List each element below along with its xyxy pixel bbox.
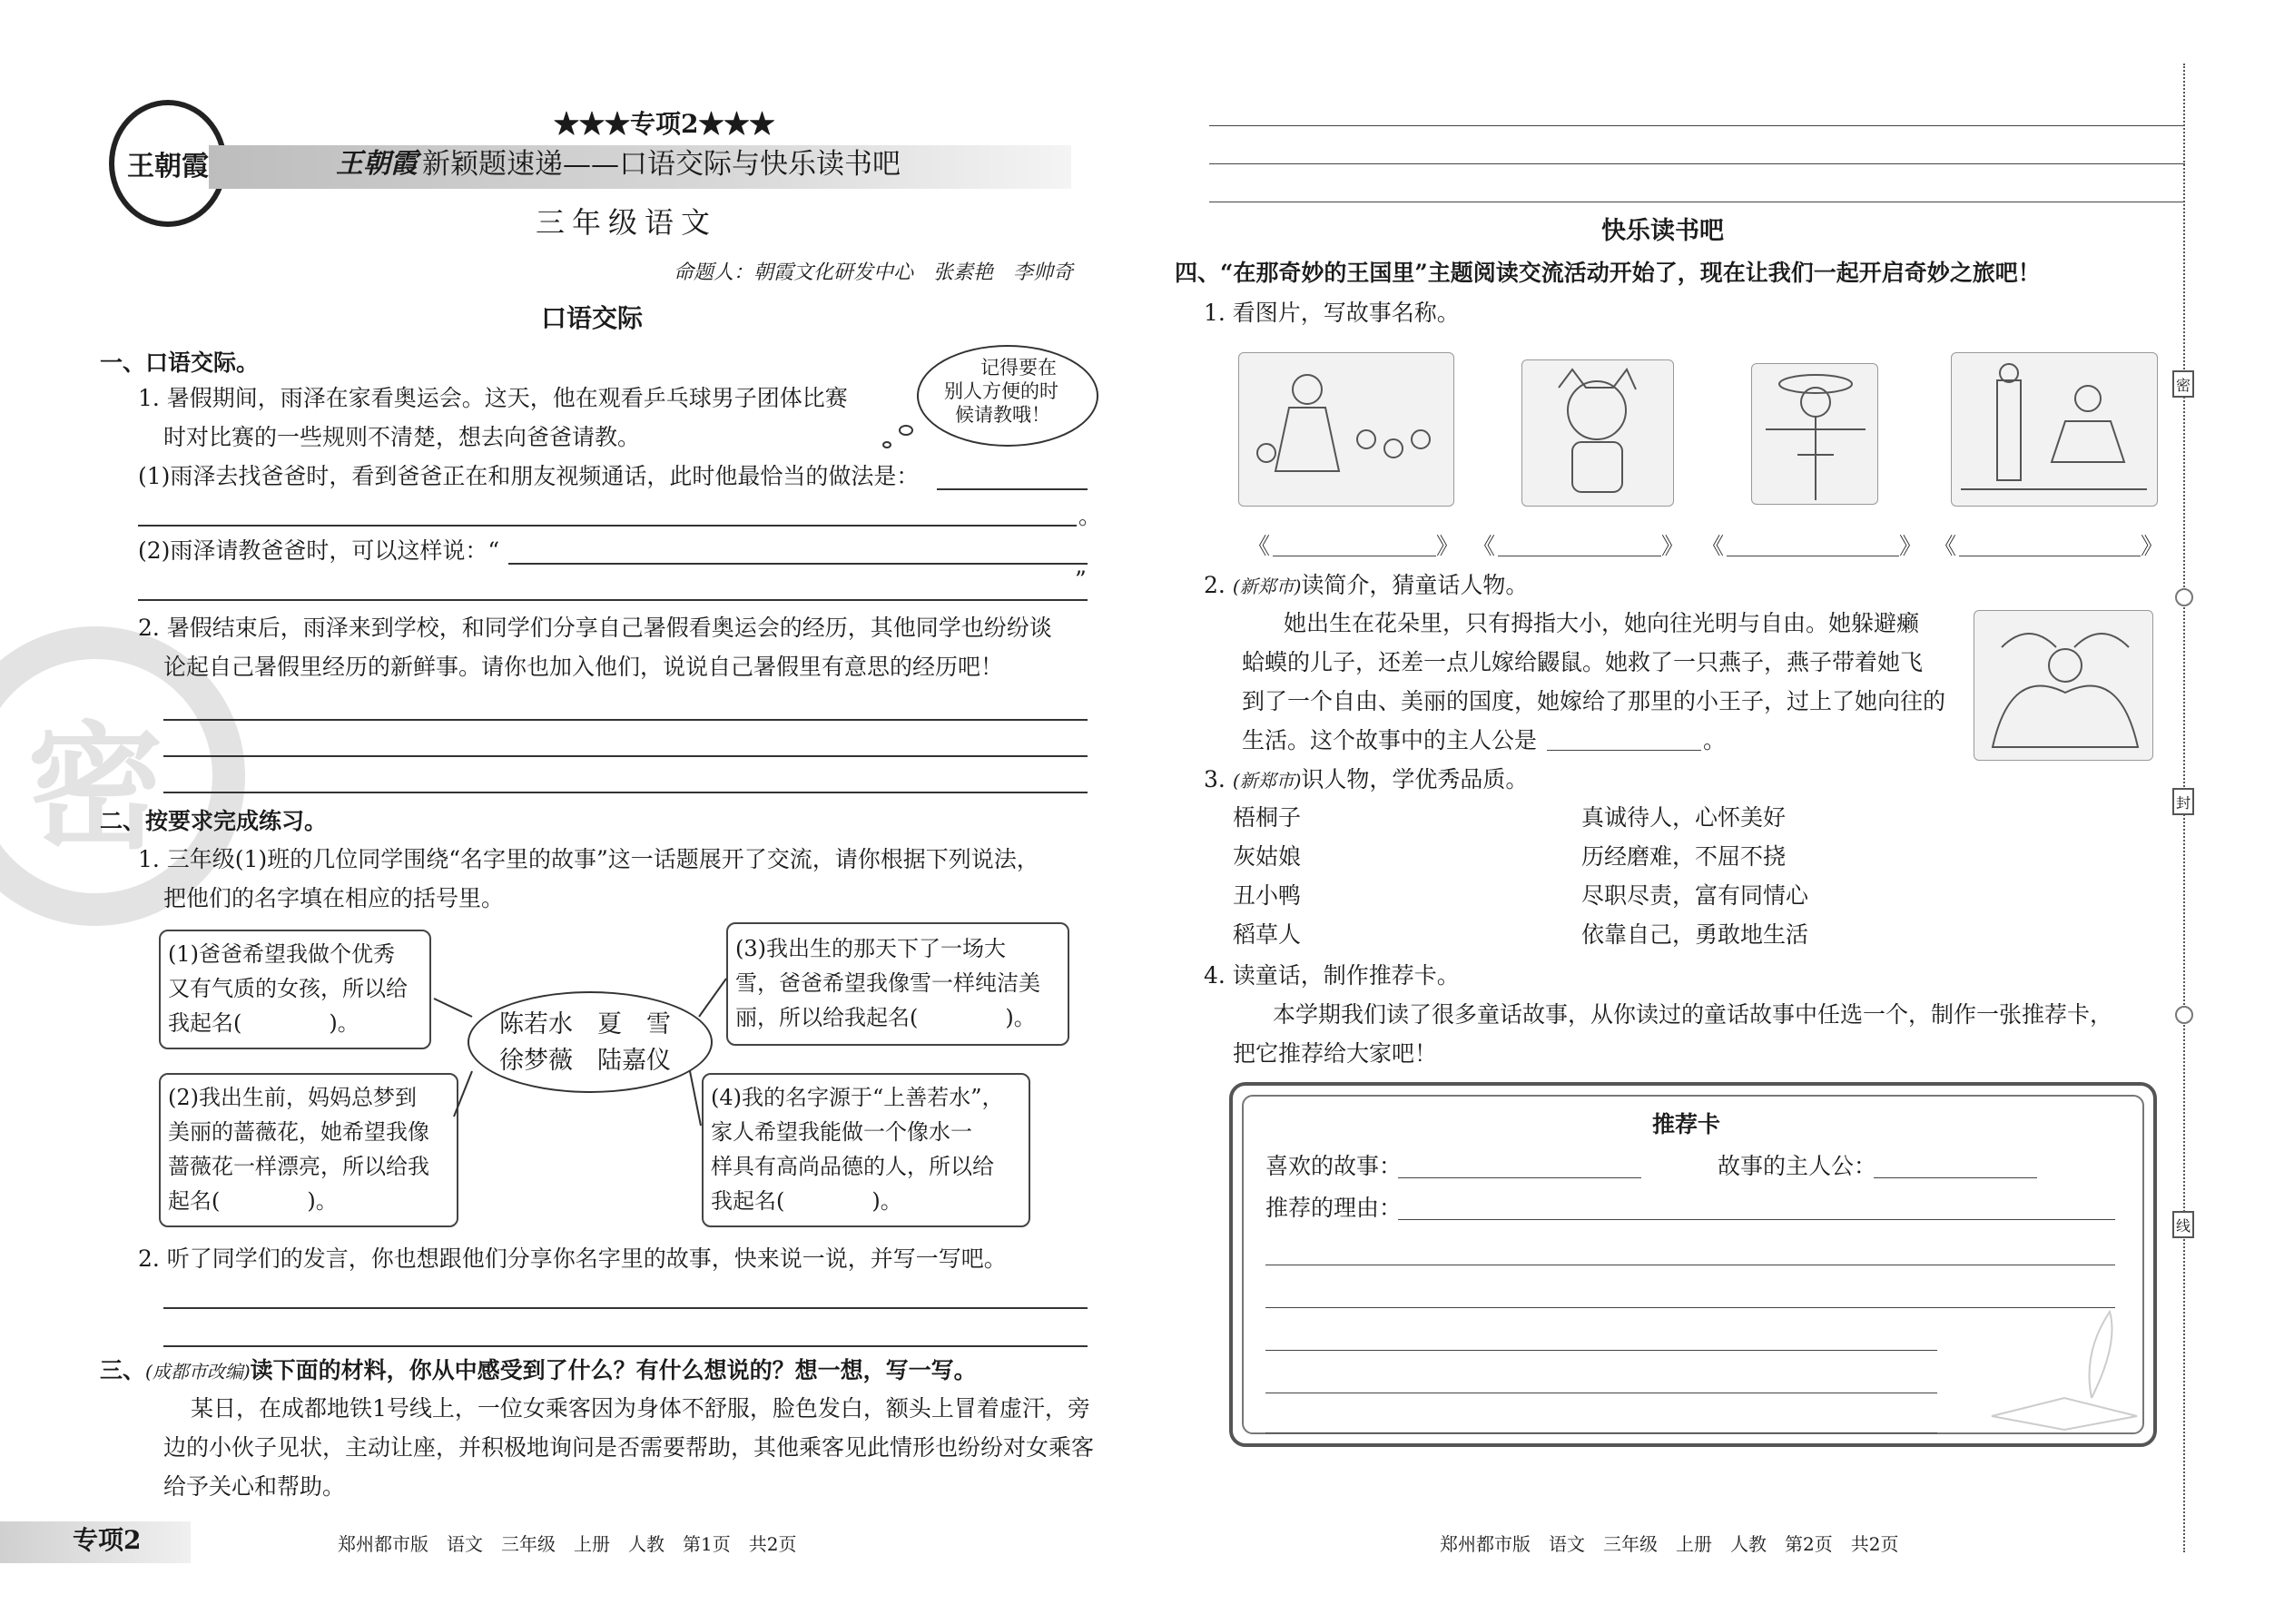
q4-2-para-line1: 她出生在花朵里，只有拇指大小，她向往光明与自由。她躲避癞 [1284, 610, 1920, 636]
quality-item[interactable]: 历经磨难，不屈不挠 [1581, 843, 1787, 870]
character-item[interactable]: 稻草人 [1233, 921, 1302, 948]
quality-item[interactable]: 真诚待人，心怀美好 [1581, 804, 1787, 831]
q4-heading: 四、“在那奇妙的王国里”主题阅读交流活动开始了，现在让我们一起开启奇妙之旅吧！ [1175, 260, 2041, 286]
card-reason-label: 推荐的理由： [1265, 1195, 1403, 1221]
bubble-text-2: 别人方便的时 [944, 380, 1058, 402]
q3-material-line2: 边的小伙子见状，主动让座，并积极地询问是否需要帮助，其他乘客见此情形也纷纷对女乘客 [163, 1434, 1095, 1461]
seal-mark-feng: 封 [2172, 788, 2194, 815]
q4-2-heading [1204, 570, 1528, 602]
box-4-line: 家人希望我能做一个像水一 [711, 1119, 972, 1145]
flower-girl-icon [1974, 611, 2154, 762]
quality-item[interactable]: 依靠自己，勇敢地生活 [1581, 921, 1809, 948]
arrow-to-box-3 [699, 979, 726, 1017]
puss-in-boots-picture [1521, 359, 1674, 507]
cat-icon [1522, 360, 1675, 507]
quality-item[interactable]: 尽职尽责，富有同情心 [1581, 882, 1809, 909]
reason-line[interactable] [1398, 1219, 2115, 1220]
bracket-open: 《 [1934, 533, 1957, 559]
q4-2-prefix: 2. [1204, 572, 1233, 598]
brand-name: 王朝霞 [336, 148, 418, 180]
bracket-close: 》 [1899, 533, 1923, 559]
seal-mark-mi: 密 [2172, 370, 2194, 398]
q3-source: (成都市改编) [145, 1361, 251, 1383]
protagonist-field[interactable] [1874, 1177, 2037, 1178]
q1-1-text-line1: 1. 暑假期间，雨泽在家看奥运会。这天，他在观看乒乓球男子团体比赛 [138, 385, 848, 411]
protagonist-blank[interactable] [1547, 750, 1701, 751]
q1-2-text-line2: 论起自己暑假里经历的新鲜事。请你也加入他们，说说自己暑假里有意思的经历吧！ [163, 654, 1004, 680]
card-hero-label: 故事的主人公： [1718, 1153, 1877, 1179]
card-fav-label: 喜欢的故事： [1265, 1153, 1403, 1179]
arrow-to-box-2 [454, 1071, 472, 1117]
cloud-names-line2: 徐梦薇 陆嘉仪 [499, 1047, 671, 1075]
q4-2-period: 。 [1703, 727, 1727, 753]
snow-white-icon [1239, 353, 1455, 507]
footer-page-2: 郑州都市版 语文 三年级 上册 人教 第2页 共2页 [1440, 1533, 1899, 1555]
box-2-line: 起名( )。 [168, 1188, 338, 1214]
q4-3-text: 识人物，学优秀品质。 [1301, 766, 1529, 792]
q3-prefix: 三、 [100, 1357, 146, 1383]
footer-page-1: 郑州都市版 语文 三年级 上册 人教 第1页 共2页 [338, 1533, 797, 1555]
character-item[interactable]: 灰姑娘 [1233, 843, 1302, 870]
q4-3-source: (新郑市) [1232, 770, 1302, 792]
box-3-line: (3)我出生的那天下了一场大 [735, 936, 1006, 961]
box-4-line: 我起名( )。 [711, 1188, 902, 1214]
character-item[interactable]: 梧桐子 [1233, 804, 1302, 831]
arrow-to-box-4 [690, 1071, 701, 1126]
cloud-names-line1: 陈若水 夏 雪 [499, 1010, 671, 1038]
box-1-line: 我起名( )。 [168, 1010, 359, 1036]
q1-1-b-end: ” [1075, 566, 1087, 593]
binding-hole-icon [2175, 588, 2193, 606]
answer-line[interactable] [163, 1345, 1088, 1347]
q2-heading: 二、按要求完成练习。 [100, 808, 328, 834]
q3-heading [100, 1355, 977, 1387]
bracket-open: 《 [1701, 533, 1725, 559]
section-read-title: 快乐读书吧 [1601, 217, 1724, 245]
box-1-line: (1)爸爸希望我做个优秀 [168, 941, 395, 967]
book-feather-decoration-icon [1983, 1307, 2146, 1434]
box-2-line: (2)我出生前，妈妈总梦到 [168, 1085, 417, 1110]
favorite-story-field[interactable] [1398, 1177, 1641, 1178]
page-title: 新颖题速递——口语交际与快乐读书吧 [422, 148, 901, 181]
character-item[interactable]: 丑小鸭 [1233, 882, 1302, 909]
snow-white-dwarfs-picture [1238, 352, 1454, 507]
q4-1-text: 1. 看图片，写故事名称。 [1204, 300, 1460, 326]
q4-2-para-line4: 生活。这个故事中的主人公是 [1242, 727, 1538, 753]
q3-text: 读下面的材料，你从中感受到了什么？有什么想说的？想一想，写一写。 [250, 1357, 977, 1383]
box-2-line: 美丽的蔷薇花，她希望我像 [168, 1119, 429, 1145]
bracket-close: 》 [1436, 533, 1460, 559]
series-label: ★★★专项2★★★ [554, 109, 775, 139]
q1-1-a-end: 。 [1078, 503, 1102, 529]
answer-line[interactable] [1209, 125, 2185, 126]
q4-3-heading [1204, 764, 1528, 796]
q4-2-para-line2: 蛤蟆的儿子，还差一点儿嫁给鼹鼠。她救了一只燕子，燕子带着她飞 [1242, 649, 1924, 675]
right-page [1147, 0, 2294, 1624]
brand-seal-logo: 王朝霞 [109, 100, 227, 227]
box-3-line: 丽，所以给我起名( )。 [735, 1005, 1036, 1030]
q4-4-para-line1: 本学期我们读了很多童话故事，从你读过的童话故事中任选一个，制作一张推荐卡， [1273, 1001, 2113, 1028]
q4-2-source: (新郑市) [1232, 576, 1302, 597]
authors: 命题人：朝霞文化研发中心 张素艳 李帅奇 [674, 261, 1074, 284]
q4-2-para-line3: 到了一个自由、美丽的国度，她嫁给了那里的小王子，过上了她向往的 [1242, 688, 1946, 714]
footer-tag: 专项2 [73, 1525, 142, 1555]
box-1-line: 又有气质的女孩，所以给 [168, 976, 408, 1001]
q2-1-text-line2: 把他们的名字填在相应的括号里。 [163, 885, 505, 911]
subject-title: 三年级语文 [536, 205, 718, 240]
binding-hole-icon [2175, 1006, 2193, 1024]
q1-1-text-line2: 时对比赛的一些规则不清楚，想去向爸爸请教。 [163, 424, 641, 450]
q2-2-text: 2. 听了同学们的发言，你也想跟他们分享你名字里的故事，快来说一说，并写一写吧。 [138, 1245, 1007, 1272]
box-3-line: 雪，爸爸希望我像雪一样纯洁美 [735, 970, 1040, 996]
bracket-open: 《 [1472, 533, 1496, 559]
q2-1-text-line1: 1. 三年级(1)班的几位同学围绕“名字里的故事”这一话题展开了交流，请你根据下列说法， [138, 846, 1039, 872]
bubble-text-1: 记得要在 [980, 357, 1057, 379]
q4-3-prefix: 3. [1204, 766, 1233, 792]
q3-material-line1: 某日，在成都地铁1号线上，一位女乘客因为身体不舒服，脸色发白，额头上冒着虚汗，旁 [191, 1395, 1090, 1422]
q1-1-a: (1)雨泽去找爸爸时，看到爸爸正在和朋友视频通话，此时他最恰当的做法是： [138, 463, 920, 489]
box-4-line: 样具有高尚品德的人，所以给 [711, 1154, 994, 1179]
q1-1-b: (2)雨泽请教爸爸时，可以这样说：“ [138, 537, 500, 564]
card-title: 推荐卡 [1652, 1111, 1721, 1137]
tin-soldier-picture [1951, 352, 2158, 507]
seal-mark-xian: 线 [2172, 1211, 2194, 1238]
bracket-open: 《 [1247, 533, 1271, 559]
q1-2-text-line1: 2. 暑假结束后，雨泽来到学校，和同学们分享自己暑假看奥运会的经历，其他同学也纷纷谈 [138, 615, 1052, 641]
arrow-to-box-1 [434, 999, 472, 1017]
soldier-dancer-icon [1952, 353, 2159, 507]
reason-line[interactable] [1265, 1432, 1937, 1433]
q4-4-para-line2: 把它推荐给大家吧！ [1233, 1040, 1438, 1067]
thumbelina-picture [1974, 610, 2153, 761]
scarecrow-icon [1752, 364, 1879, 506]
section-oral-title: 口语交际 [541, 303, 644, 333]
bubble-text-3: 候请教哦！ [955, 404, 1050, 426]
reason-line[interactable] [1265, 1350, 1937, 1351]
bracket-close: 》 [2141, 533, 2164, 559]
answer-line[interactable] [1209, 163, 2185, 164]
q3-material-line3: 给予关心和帮助。 [163, 1473, 346, 1500]
answer-line[interactable] [163, 1307, 1088, 1309]
q4-2-text: 读简介，猜童话人物。 [1301, 572, 1529, 598]
q1-heading: 一、口语交际。 [100, 349, 260, 376]
names-cloud [468, 991, 713, 1093]
box-2-line: 蔷薇花一样漂亮，所以给我 [168, 1154, 429, 1179]
scarecrow-picture [1751, 363, 1878, 505]
watermark-seal: 密 [0, 626, 245, 926]
bracket-close: 》 [1661, 533, 1685, 559]
q4-4-heading: 4. 读童话，制作推荐卡。 [1204, 962, 1460, 989]
box-4-line: (4)我的名字源于“上善若水”， [711, 1085, 1004, 1110]
